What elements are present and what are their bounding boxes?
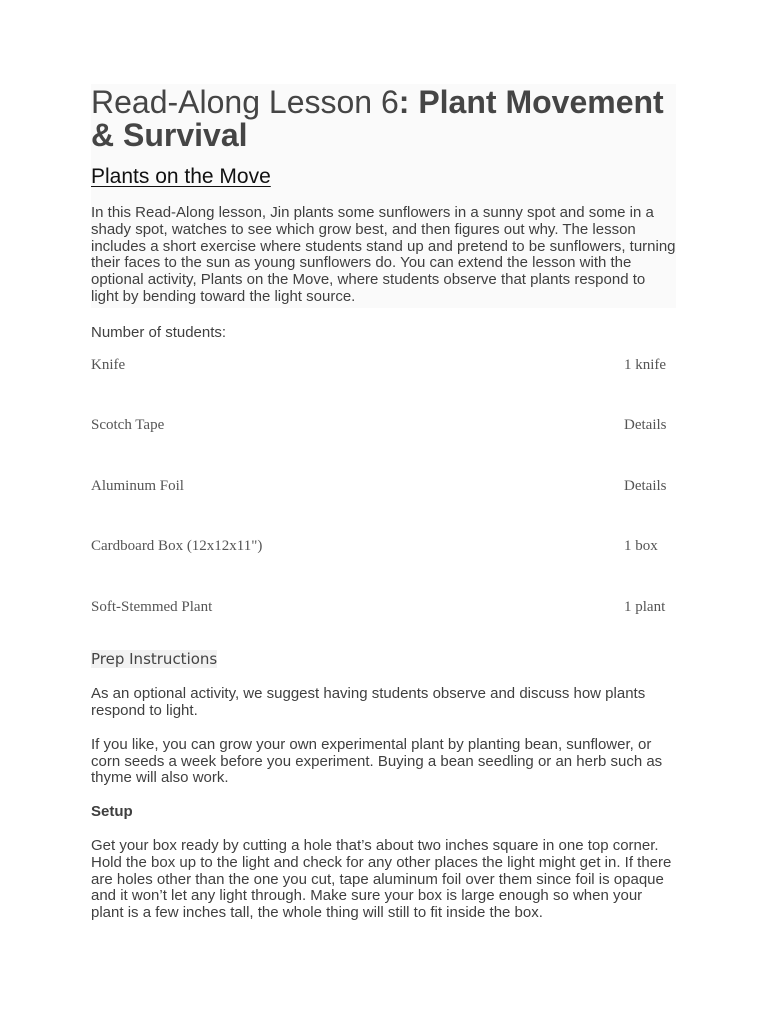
material-details-link[interactable]: Details	[624, 417, 667, 434]
intro-paragraph: In this Read-Along lesson, Jin plants some sunflowers in a sunny spot and some in a shady spot, watches to see which grow best, and then figures out why. The lesson includes a short exercise where students stand up and pretend to be sunflowers, turning their faces to the sun as young sunflowers do. You can extend the lesson with the optional activity, Plants on the Move, where students observe that plants respond to light by bending toward the light source.	[91, 204, 676, 305]
materials-list	[91, 349, 676, 652]
material-quantity: 1 box	[624, 538, 658, 555]
prep-paragraph-grow-plant: If you like, you can grow your own experimental plant by planting bean, sunflower, or corn seeds a week before you experiment. Buying a bean seedling or an herb such as thyme will also work.	[91, 735, 663, 787]
prep-paragraph-optional-activity: As an optional activity, we suggest having students observe and discuss how plants respond to light.	[91, 685, 646, 720]
setup-paragraph: Get your box ready by cutting a hole that’s about two inches square in one top corner. Hold the box up to the light and check for any other places the light might get in. If there are holes other than the one you cut, tape aluminum foil over them since foil is opaque and it won’t let any light through. Make sure your box is large enough so when your plant is a few inches tall, the whole thing will still to fit inside the box.	[91, 837, 672, 922]
title-bold: : Plant Movement & Survival	[91, 84, 664, 153]
page-title	[91, 84, 676, 152]
number-of-students-label: Number of students:	[91, 323, 227, 341]
material-details-link[interactable]: Details	[624, 477, 667, 494]
title-light: Read-Along Lesson 6	[91, 84, 399, 120]
material-item	[91, 530, 676, 591]
material-name: Scotch Tape	[91, 417, 165, 434]
material-name: Soft-Stemmed Plant	[91, 598, 213, 615]
material-quantity: 1 knife	[624, 356, 667, 373]
prep-instructions-heading: Prep Instructions	[91, 650, 218, 669]
material-item	[91, 470, 676, 531]
lesson-intro-block	[91, 84, 676, 308]
material-item	[91, 349, 676, 410]
material-name: Aluminum Foil	[91, 477, 184, 494]
setup-heading: Setup	[91, 803, 133, 821]
section-subtitle: Plants on the Move	[91, 165, 271, 188]
material-name: Knife	[91, 356, 126, 373]
material-item	[91, 409, 676, 470]
material-name: Cardboard Box (12x12x11")	[91, 538, 263, 555]
lesson-page	[91, 84, 676, 922]
material-item	[91, 591, 676, 652]
material-quantity: 1 plant	[624, 598, 666, 615]
